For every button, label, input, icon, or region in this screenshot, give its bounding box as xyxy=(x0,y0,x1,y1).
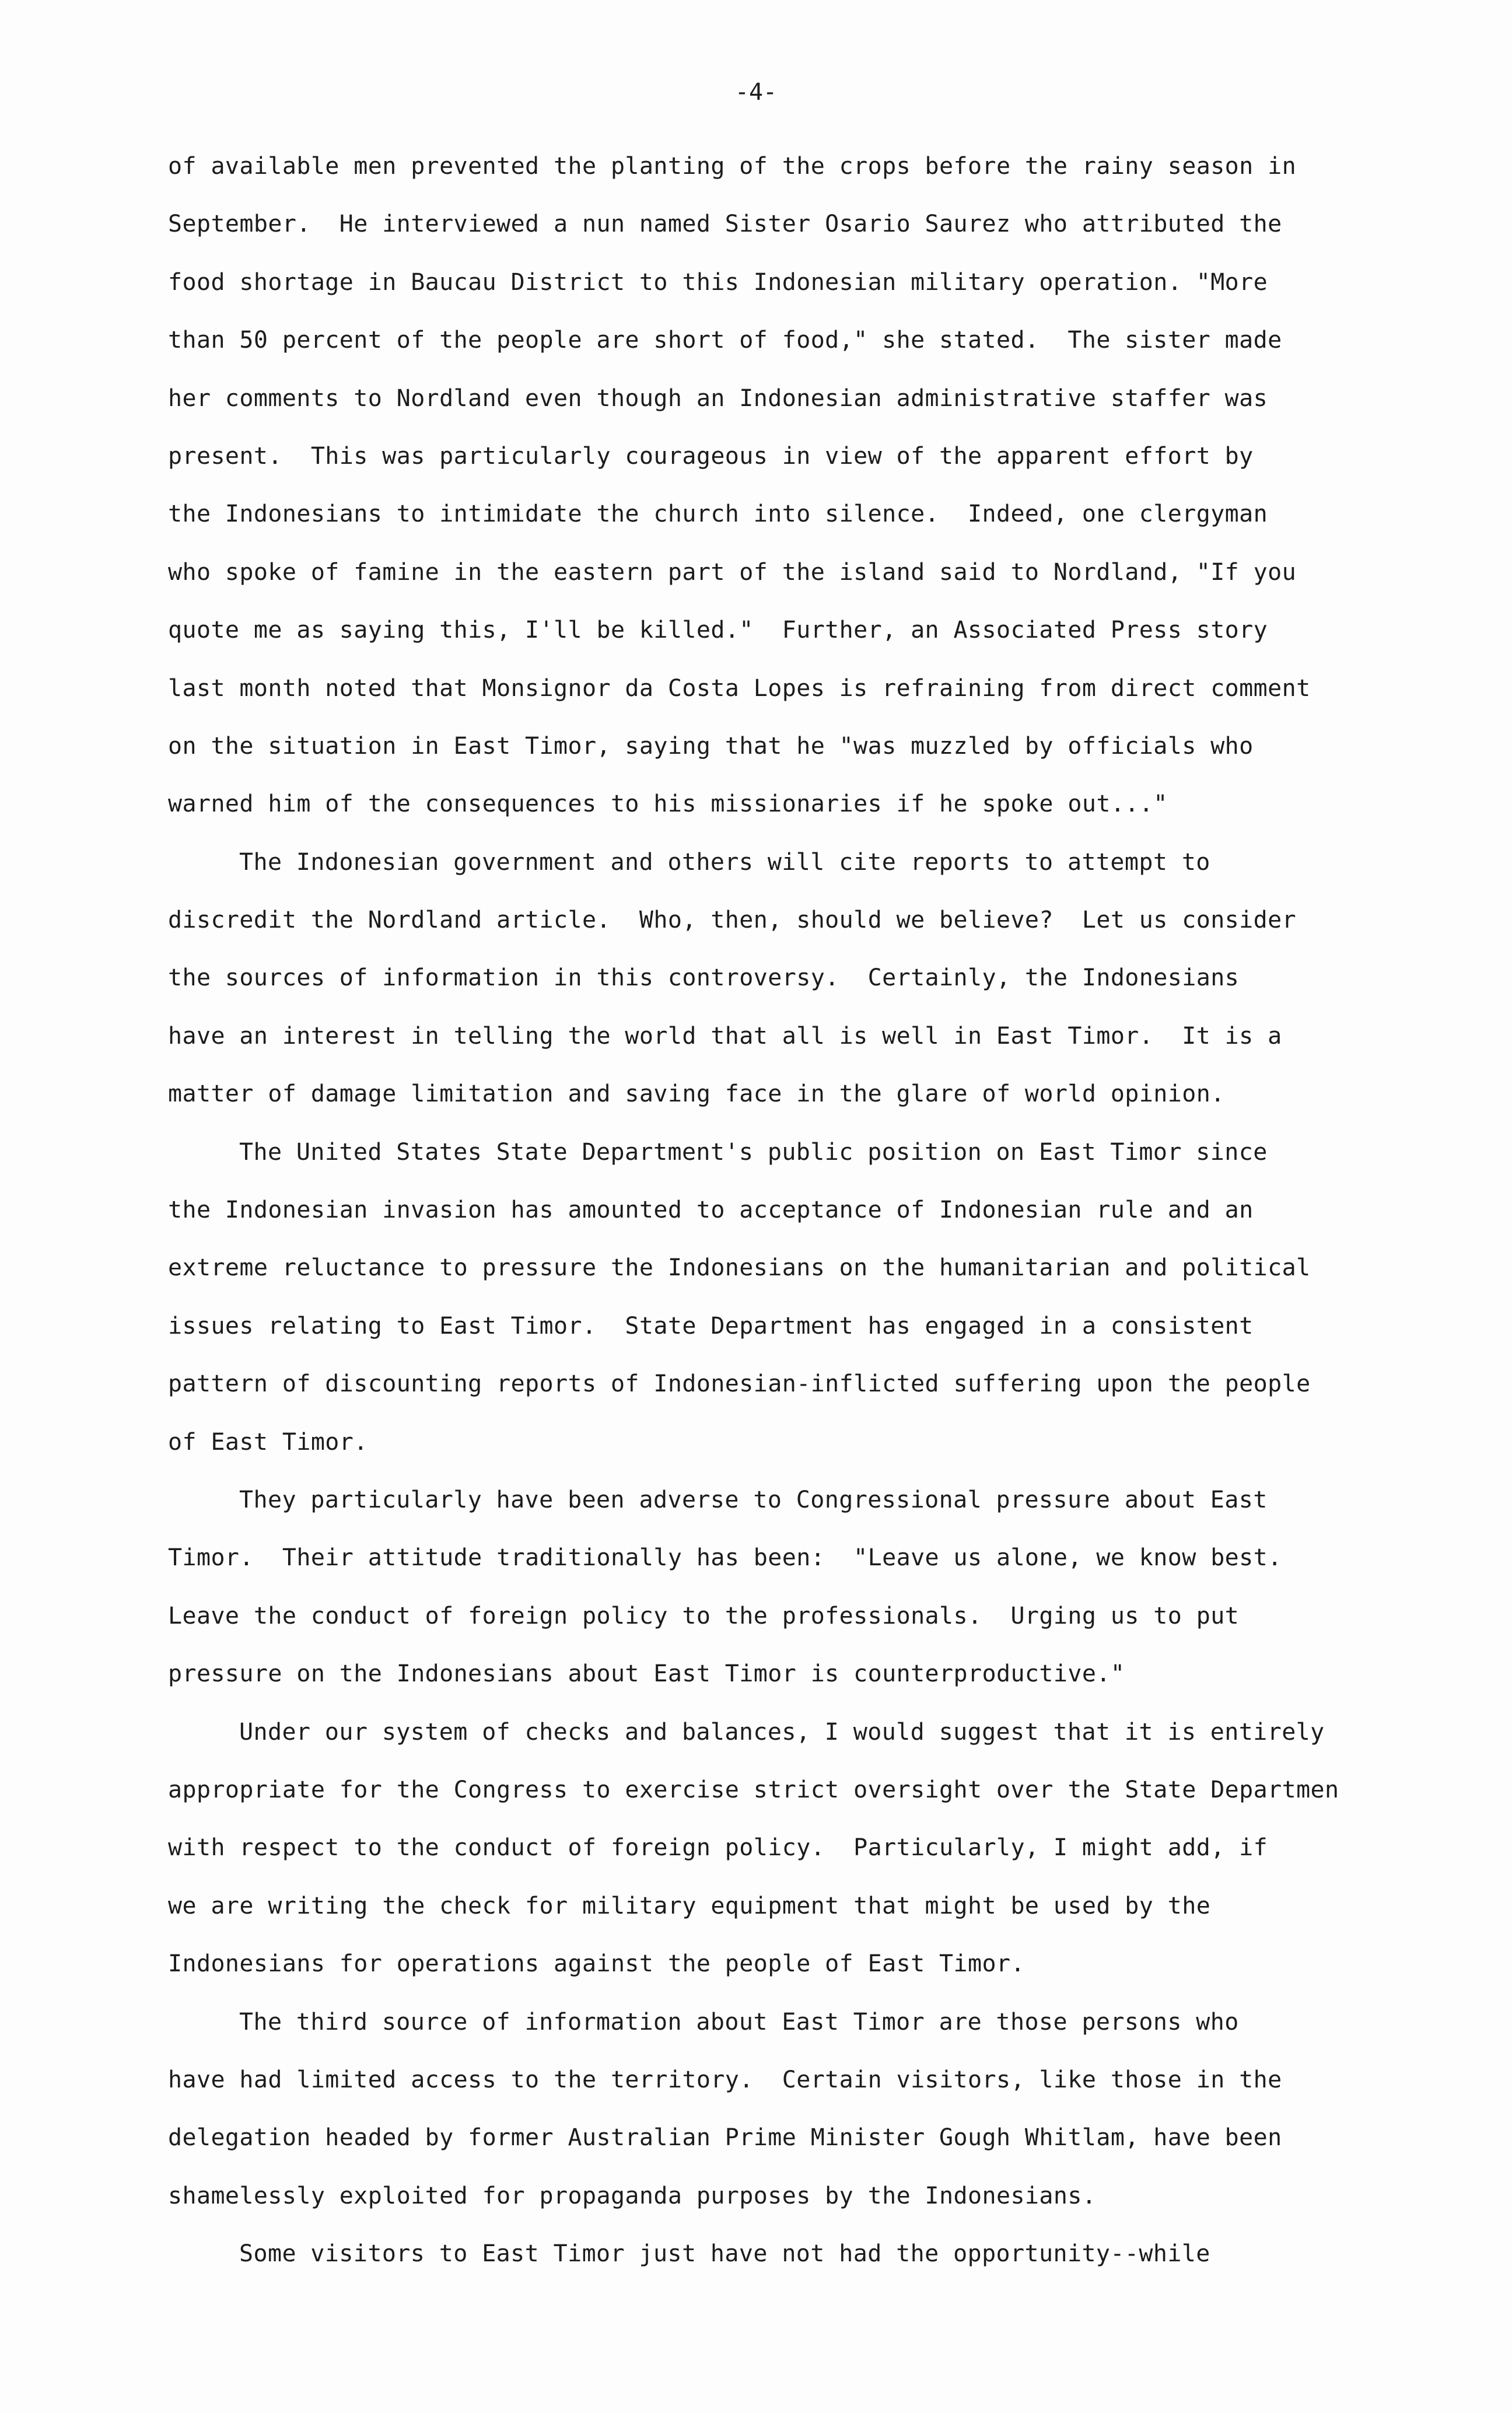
text-line: have had limited access to the territory. Certain visitors, like those in the xyxy=(168,2066,1282,2093)
text-line: The United States State Department's public position on East Timor since xyxy=(239,1138,1268,1166)
text-line: pattern of discounting reports of Indonesian-inflicted suffering upon the people xyxy=(168,1370,1311,1398)
text-line: discredit the Nordland article. Who, then, should we believe? Let us consider xyxy=(168,907,1297,934)
paragraph xyxy=(168,1124,1346,1471)
text-line: matter of damage limitation and saving face in the glare of world opinion. xyxy=(168,1080,1225,1108)
text-line: Some visitors to East Timor just have not had the opportunity--while xyxy=(239,2240,1210,2268)
text-line: issues relating to East Timor. State Department has engaged in a consistent xyxy=(168,1312,1254,1340)
text-line: of East Timor. xyxy=(168,1428,368,1456)
text-line: Leave the conduct of foreign policy to the professionals. Urging us to put xyxy=(168,1602,1240,1629)
text-line: extreme reluctance to pressure the Indonesians on the humanitarian and political xyxy=(168,1254,1311,1282)
text-line: her comments to Nordland even though an Indonesian administrative staffer was xyxy=(168,384,1268,412)
text-line: Indonesians for operations against the people of East Timor. xyxy=(168,1950,1025,1978)
paragraph xyxy=(168,2225,1346,2283)
text-line: The third source of information about East Timor are those persons who xyxy=(239,2008,1239,2036)
text-line: warned him of the consequences to his missionaries if he spoke out..." xyxy=(168,791,1168,818)
text-line: Timor. Their attitude traditionally has been: "Leave us alone, we know best. xyxy=(168,1544,1282,1572)
text-line: with respect to the conduct of foreign policy. Particularly, I might add, if xyxy=(168,1834,1268,1862)
text-line: September. He interviewed a nun named Sister Osario Saurez who attributed the xyxy=(168,211,1282,238)
text-line: They particularly have been adverse to Congressional pressure about East xyxy=(239,1486,1268,1513)
text-line: shamelessly exploited for propaganda purposes by the Indonesians. xyxy=(168,2182,1097,2209)
text-line: appropriate for the Congress to exercise strict oversight over the State Departmen xyxy=(168,1776,1339,1803)
paragraph xyxy=(168,138,1346,834)
paragraph xyxy=(168,834,1346,1124)
text-line: than 50 percent of the people are short of food," she stated. The sister made xyxy=(168,327,1282,354)
text-line: last month noted that Monsignor da Costa Lopes is refraining from direct comment xyxy=(168,674,1311,702)
text-line: on the situation in East Timor, saying that he "was muzzled by officials who xyxy=(168,732,1254,760)
paragraph xyxy=(168,1471,1346,1704)
text-line: present. This was particularly courageous in view of the apparent effort by xyxy=(168,442,1254,470)
text-line: The Indonesian government and others will cite reports to attempt to xyxy=(239,848,1210,876)
text-line: quote me as saying this, I'll be killed." Further, an Associated Press story xyxy=(168,617,1268,644)
text-line: food shortage in Baucau District to this Indonesian military operation. "More xyxy=(168,268,1268,296)
text-line: Under our system of checks and balances, I would suggest that it is entirely xyxy=(239,1718,1325,1746)
text-line: the Indonesians to intimidate the church into silence. Indeed, one clergyman xyxy=(168,501,1268,528)
paragraph xyxy=(168,1704,1346,1994)
text-line: the Indonesian invasion has amounted to acceptance of Indonesian rule and an xyxy=(168,1197,1254,1224)
document-body xyxy=(168,138,1346,2283)
text-line: have an interest in telling the world that all is well in East Timor. It is a xyxy=(168,1022,1282,1050)
paragraph xyxy=(168,1994,1346,2226)
page-number: -4- xyxy=(734,79,778,106)
text-line: the sources of information in this controversy. Certainly, the Indonesians xyxy=(168,964,1240,992)
text-line: of available men prevented the planting of the crops before the rainy season in xyxy=(168,153,1297,180)
text-line: delegation headed by former Australian Prime Minister Gough Whitlam, have been xyxy=(168,2124,1282,2152)
text-line: we are writing the check for military equipment that might be used by the xyxy=(168,1892,1211,1919)
text-line: pressure on the Indonesians about East Timor is counterproductive." xyxy=(168,1660,1125,1688)
text-line: who spoke of famine in the eastern part of the island said to Nordland, "If you xyxy=(168,558,1297,586)
